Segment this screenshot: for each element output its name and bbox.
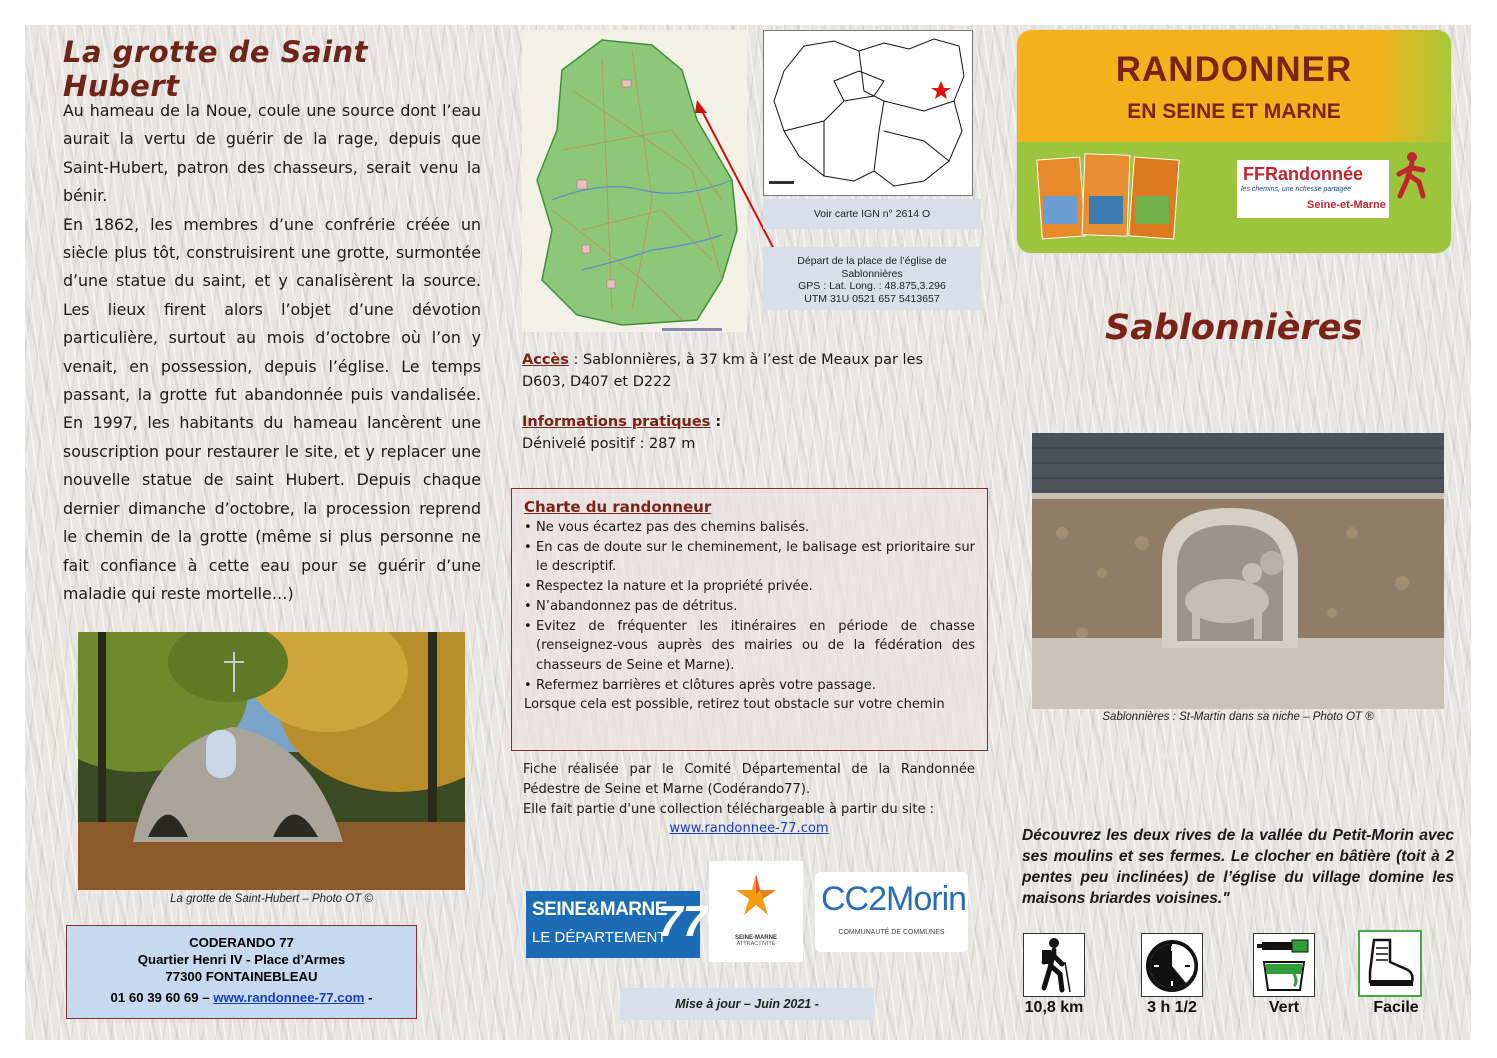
charte-item: • Respectez la nature et la propriété privée. [524,577,975,597]
charte-item: • Ne vous écartez pas des chemins balisés. [524,518,975,538]
guidebooks-image [1039,152,1179,242]
charte-title: Charte du randonneur [524,498,712,516]
church-niche-photo [1032,433,1444,709]
ign-note: Voir carte IGN n° 2614 O [813,208,931,220]
fiche-text-2: Elle fait partie d'une collection téléchargeable à partir du site : [523,801,935,817]
attractivite-sub: ATTRACTIVITÉ [736,941,776,947]
ffr-title: FFRandonnée [1243,164,1363,184]
infos-denivele: Dénivelé positif : 287 m [522,436,696,452]
attractivite-title: SEINE-MARNE [734,935,777,941]
difficulty-box [1358,930,1422,997]
charte-list [524,518,975,695]
ffrandonnee-logo [1237,160,1389,218]
location-map [763,30,973,196]
charte-last-line: Lorsque cela est possible, retirez tout obstacle sur votre chemin [524,697,945,713]
grotte-photo [78,632,465,890]
coderando-street: Quartier Henri IV - Place d’Armes [137,952,346,967]
coderando-address-box [66,925,417,1019]
charte-box [511,488,988,751]
distance-value: 10,8 km [1024,999,1084,1016]
hiker-icon [1024,934,1084,996]
acces-text: : Sablonnières, à 37 km à l’est de Meaux par les D603, D407 et D222 [522,352,924,390]
coderando-city: 77300 FONTAINEBLEAU [165,969,318,984]
coderando-link[interactable]: www.randonnee-77.com [213,990,365,1005]
story-paragraph-1: Au hameau de la Noue, coule une source dont l’eau aurait la vertu de guérir de la rage, depuis que Saint-Hubert, patron des chasseurs, serait venu la bénir. [63,101,481,206]
balisage-box [1253,933,1315,997]
coderando-contact [67,989,416,1006]
balisage-value: Vert [1268,999,1300,1016]
logo-seine-marne-num: 77 [658,897,707,946]
fiche-link[interactable]: www.randonnee-77.com [669,821,829,837]
coderando-name: CODERANDO 77 [189,935,294,950]
boot-icon [1360,932,1420,994]
walker-logo-icon [1395,150,1429,200]
banner-title: RANDONNER [1115,50,1353,89]
route-description: Découvrez les deux rives de la vallée du Petit-Morin avec ses moulins et ses fermes. Le clocher en bâtière (toit à 2 pentes peu inclinées) de l’église du village domine les maisons briardes voisines." [1022,827,1454,907]
coderando-tail: - [364,990,373,1005]
church-photo-caption: Sablonnières : St-Martin dans sa niche – Photo OT ® [1102,711,1374,723]
depart-box [763,247,981,310]
brochure-page [25,25,1471,1040]
acces-section [522,349,962,393]
star-logo-icon [709,861,803,931]
banner-subtitle: EN SEINE ET MARNE [1127,100,1341,123]
infos-colon: : [710,414,722,430]
duration-box [1141,933,1203,997]
charte-item: • N’abandonnez pas de détritus. [524,597,975,617]
story-text [63,97,481,608]
fiche-credit [523,760,975,839]
clock-icon [1142,934,1202,996]
infos-label: Informations pratiques [522,414,711,430]
coderando-phone: 01 60 39 60 69 – [110,990,214,1005]
distance-box [1023,933,1085,997]
charte-item: • Refermez barrières et clôtures après votre passage. [524,676,975,696]
story-paragraph-2: En 1862, les membres d’une confrérie créée un siècle plus tôt, construisirent une grotte, surmontée d’une statue du saint, et y canalisèrent la source. Les lieux firent alors l’objet d’une dévotion particulière, surtout au mois d’octobre où l’on y venait, en possession, depuis l’église. Le temps passant, la grotte fut abandonnée puis vandalisée. En 1997, les habitants du hameau lancèrent une souscription pour restaurer le site, et y replacer une nouvelle statue de saint Hubert. Depuis chaque dernier dimanche d’octobre, la procession reprend le chemin de la grotte (même si plus personne ne fait confiance à cette eau pour se guérir d’une maladie qui reste mortelle…) [63,214,481,603]
ffr-region: Seine-et-Marne [1307,199,1386,211]
cc2morin-title: CC2Morin [821,880,967,918]
difficulty-value: Facile [1373,999,1419,1016]
update-date: Mise à jour – Juin 2021 - [620,988,874,1020]
depart-gps: GPS : Lat. Long. : 48.875,3.296 [798,280,946,292]
charte-item: • En cas de doute sur le cheminement, le balisage est prioritaire sur le descriptif. [524,538,975,577]
depart-line-2: Sablonnières [841,267,903,280]
depart-utm: UTM 31U 0521 657 5413657 [804,292,940,305]
logo-seine-marne-title: SEINE&MARNE [532,899,667,920]
grotte-photo-caption: La grotte de Saint-Hubert – Photo OT © [170,893,373,905]
ffr-tagline: les chemins, une richesse partagée [1241,186,1352,193]
acces-label: Accès [522,352,569,368]
depart-line-1: Départ de la place de l’église de [797,255,947,267]
logo-seine-marne-sub: LE DÉPARTEMENT [532,929,667,946]
charte-item: • Evitez de fréquenter les itinéraires en période de chasse (renseignez-vous auprès des mairies ou de la fédération des chasseurs de Seine et Marne). [524,617,975,676]
page-title: Sablonnières [1105,308,1363,348]
infos-section [522,411,962,455]
cc2morin-logo [815,872,968,952]
randonner-banner [1017,30,1451,253]
cc2morin-sub: COMMUNAUTÉ DE COMMUNES [838,929,945,936]
seine-marne-departement-logo [526,891,707,958]
paint-brush-icon [1254,934,1314,996]
duration-value: 3 h 1/2 [1147,999,1197,1016]
section-title: La grotte de Saint Hubert [63,35,369,103]
ign-note-box [763,199,981,229]
seine-marne-attractivite-logo [709,861,803,962]
fiche-text: Fiche réalisée par le Comité Départemental de la Randonnée Pédestre de Seine et Marne (Codérando77). [523,762,975,797]
